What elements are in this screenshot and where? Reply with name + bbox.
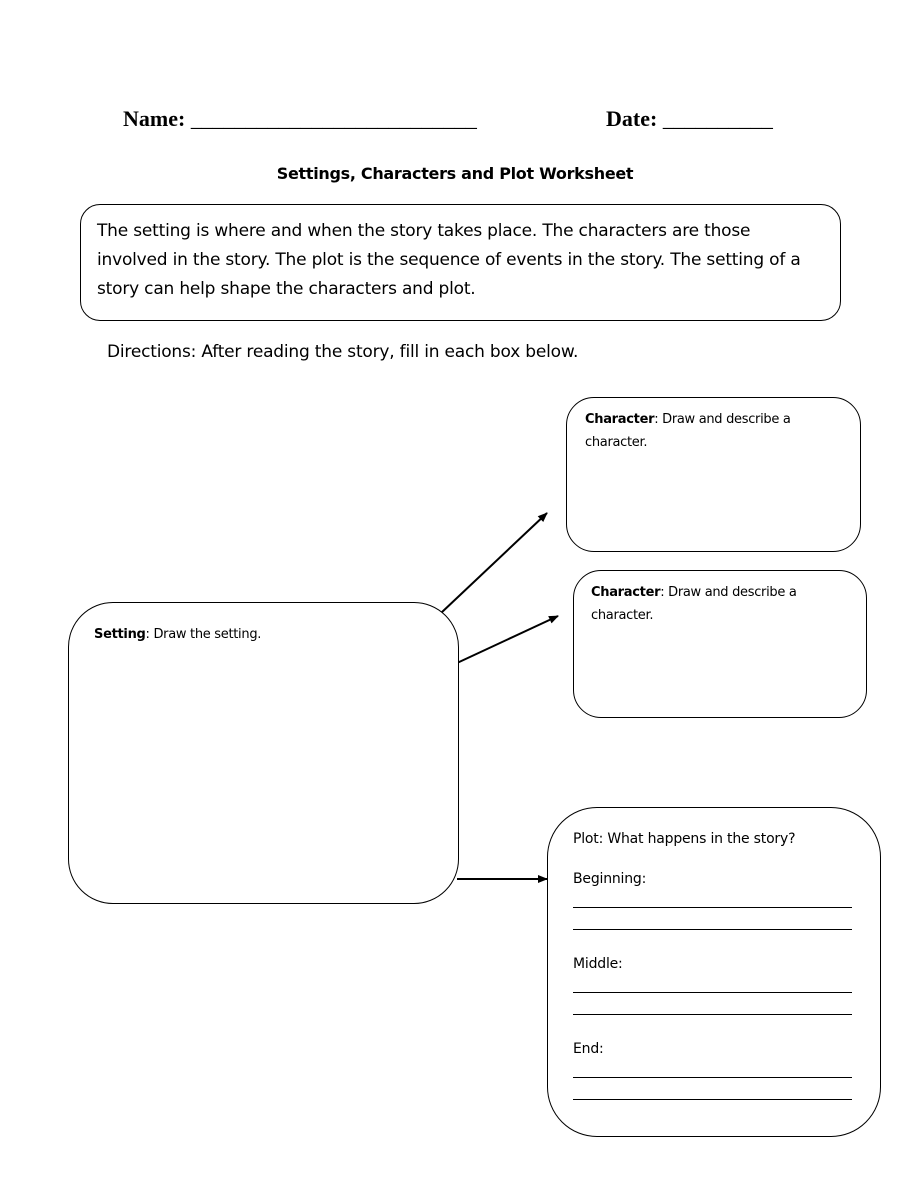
name-label: Name:: [123, 106, 186, 131]
plot-title: Plot: What happens in the story?: [573, 831, 796, 847]
character-instruction: : Draw and describe a character.: [585, 412, 791, 450]
middle-line-1[interactable]: [573, 992, 852, 993]
middle-line-2[interactable]: [573, 1014, 852, 1015]
name-blank[interactable]: __________________________: [190, 106, 477, 131]
end-label: End:: [573, 1041, 604, 1057]
setting-box[interactable]: [68, 602, 459, 904]
character-box-2[interactable]: [573, 570, 867, 718]
middle-label: Middle:: [573, 956, 623, 972]
character-label: Character: [585, 412, 655, 427]
setting-instruction: : Draw the setting.: [145, 627, 262, 642]
date-blank[interactable]: __________: [662, 106, 773, 131]
character-instruction: : Draw and describe a character.: [591, 585, 797, 623]
worksheet-title: Settings, Characters and Plot Worksheet: [276, 164, 634, 183]
directions-text: Directions: After reading the story, fill in each box below.: [107, 342, 579, 362]
character-box-1[interactable]: [566, 397, 861, 552]
plot-box[interactable]: [547, 807, 881, 1137]
character-label: Character: [591, 585, 661, 600]
setting-label: Setting: [94, 627, 146, 642]
end-line-2[interactable]: [573, 1099, 852, 1100]
arrow-to-character-1: [441, 513, 547, 613]
end-line-1[interactable]: [573, 1077, 852, 1078]
beginning-label: Beginning:: [573, 871, 647, 887]
arrow-to-character-2: [457, 616, 558, 663]
beginning-line-2[interactable]: [573, 929, 852, 930]
date-label: Date:: [606, 106, 658, 131]
intro-text: The setting is where and when the story takes place. The characters are those involved in the story. The plot is the sequence of events in the story. The setting of a story can help shape the characters and plot.: [97, 221, 801, 299]
beginning-line-1[interactable]: [573, 907, 852, 908]
